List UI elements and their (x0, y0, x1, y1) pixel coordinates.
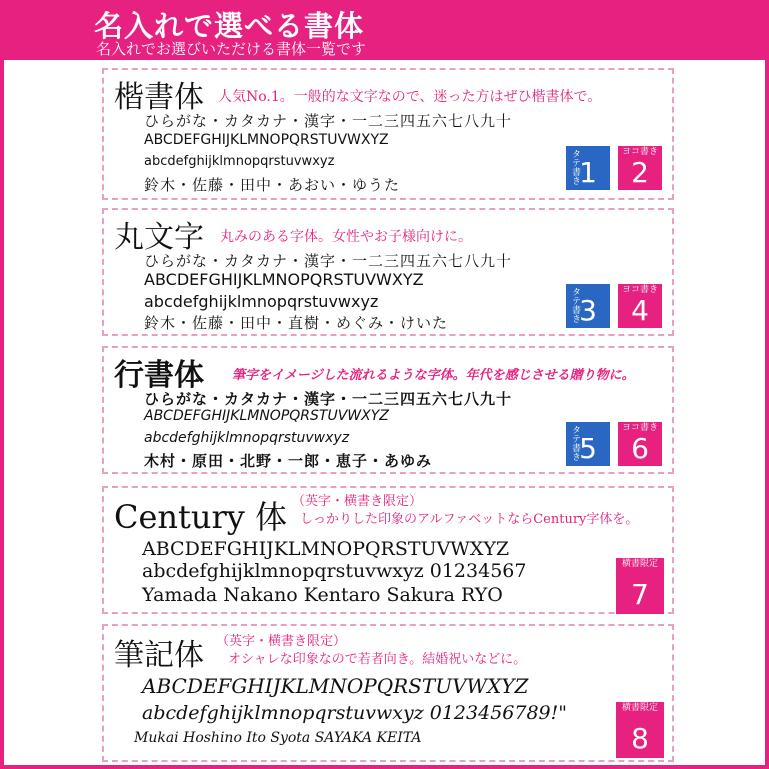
header-banner (4, 0, 769, 60)
sample-line: Yamada Nakano Kentaro Sakura RYO (142, 584, 503, 606)
sample-line: ひらがな・カタカナ・漢字・一二三四五六七八九十 (144, 252, 513, 270)
font-panel-gyosho (102, 346, 674, 474)
badge-number: 7 (631, 578, 649, 611)
badge-number: 8 (631, 722, 649, 755)
font-note: 丸みのある字体。女性やお子様向けに。 (220, 229, 472, 245)
sample-line: 鈴木・佐藤・田中・直樹・めぐみ・けいた (144, 314, 449, 332)
vertical-option-badge (566, 284, 610, 328)
badge-label: 横書限定 (621, 559, 658, 569)
sample-line: ABCDEFGHIJKLMNOPQRSTUVWXYZ (142, 538, 510, 560)
page-title: 名入れで選べる書体 (94, 9, 365, 43)
font-note: 筆字をイメージした流れるような字体。年代を感じさせる贈り物に。 (232, 368, 635, 383)
badge-label: ヨコ書き (621, 147, 658, 157)
badge-number: 4 (631, 294, 649, 327)
font-panel-marumoji (102, 208, 674, 336)
badge-label: ヨコ書き (621, 285, 658, 295)
font-note: しっかりした印象のアルファベットならCentury字体を。 (300, 512, 639, 527)
sample-line: ABCDEFGHIJKLMNOPQRSTUVWXYZ (144, 132, 389, 148)
sample-line: ひらがな・カタカナ・漢字・一二三四五六七八九十 (144, 112, 513, 130)
badge-label: タテ書き (570, 149, 580, 185)
badge-number: 3 (579, 294, 597, 327)
font-panel-kaisho (102, 68, 674, 200)
badge-number: 2 (631, 156, 649, 189)
badge-label: タテ書き (570, 425, 580, 461)
horizontal-only-badge (616, 702, 664, 758)
sample-line: abcdefghijklmnopqrstuvwxyz (144, 430, 350, 446)
badge-label: タテ書き (570, 287, 580, 323)
vertical-option-badge (566, 422, 610, 466)
font-panel-century (102, 486, 674, 614)
font-note: オシャレな印象なので若者向き。結婚祝いなどに。 (228, 652, 527, 667)
sample-line: abcdefghijklmnopqrstuvwxyz 0123456789!" (142, 702, 568, 724)
badge-number: 5 (579, 432, 597, 465)
font-note: 人気No.1。一般的な文字なので、迷った方はぜひ楷書体で。 (218, 89, 602, 105)
sample-line: 鈴木・佐藤・田中・あおい・ゆうた (144, 176, 401, 194)
sample-line: 木村・原田・北野・一郎・恵子・あゆみ (144, 452, 433, 470)
horizontal-option-badge (618, 422, 662, 466)
badge-label: ヨコ書き (621, 423, 658, 433)
horizontal-option-badge (618, 146, 662, 190)
font-note: （英字・横書き限定） (216, 634, 347, 649)
badge-number: 1 (579, 156, 597, 189)
sample-line: ABCDEFGHIJKLMNOPQRSTUVWXYZ (142, 674, 529, 698)
sample-line: ABCDEFGHIJKLMNOPQRSTUVWXYZ (144, 270, 424, 289)
sample-line: Mukai Hoshino Ito Syota SAYAKA KEITA (134, 730, 422, 746)
font-panel-script (102, 624, 674, 762)
vertical-option-badge (566, 146, 610, 190)
font-note: （英字・横書き限定） (292, 494, 423, 509)
horizontal-option-badge (618, 284, 662, 328)
page-subtitle: 名入れでお選びいただける書体一覧です (96, 40, 367, 58)
font-name: 楷書体 (114, 80, 204, 115)
sample-line: abcdefghijklmnopqrstuvwxyz (144, 154, 335, 169)
sample-line: ひらがな・カタカナ・漢字・一二三四五六七八九十 (144, 390, 513, 408)
font-name: 丸文字 (114, 220, 204, 255)
font-name: 行書体 (114, 358, 204, 393)
sample-line: abcdefghijklmnopqrstuvwxyz (144, 292, 379, 311)
font-name: 筆記体 (114, 638, 204, 673)
badge-number: 6 (631, 432, 649, 465)
badge-label: 横書限定 (621, 703, 658, 713)
font-name: Century 体 (114, 498, 288, 536)
horizontal-only-badge (616, 558, 664, 614)
sample-line: ABCDEFGHIJKLMNOPQRSTUVWXYZ (144, 408, 389, 424)
sample-line: abcdefghijklmnopqrstuvwxyz 01234567 (142, 560, 527, 582)
